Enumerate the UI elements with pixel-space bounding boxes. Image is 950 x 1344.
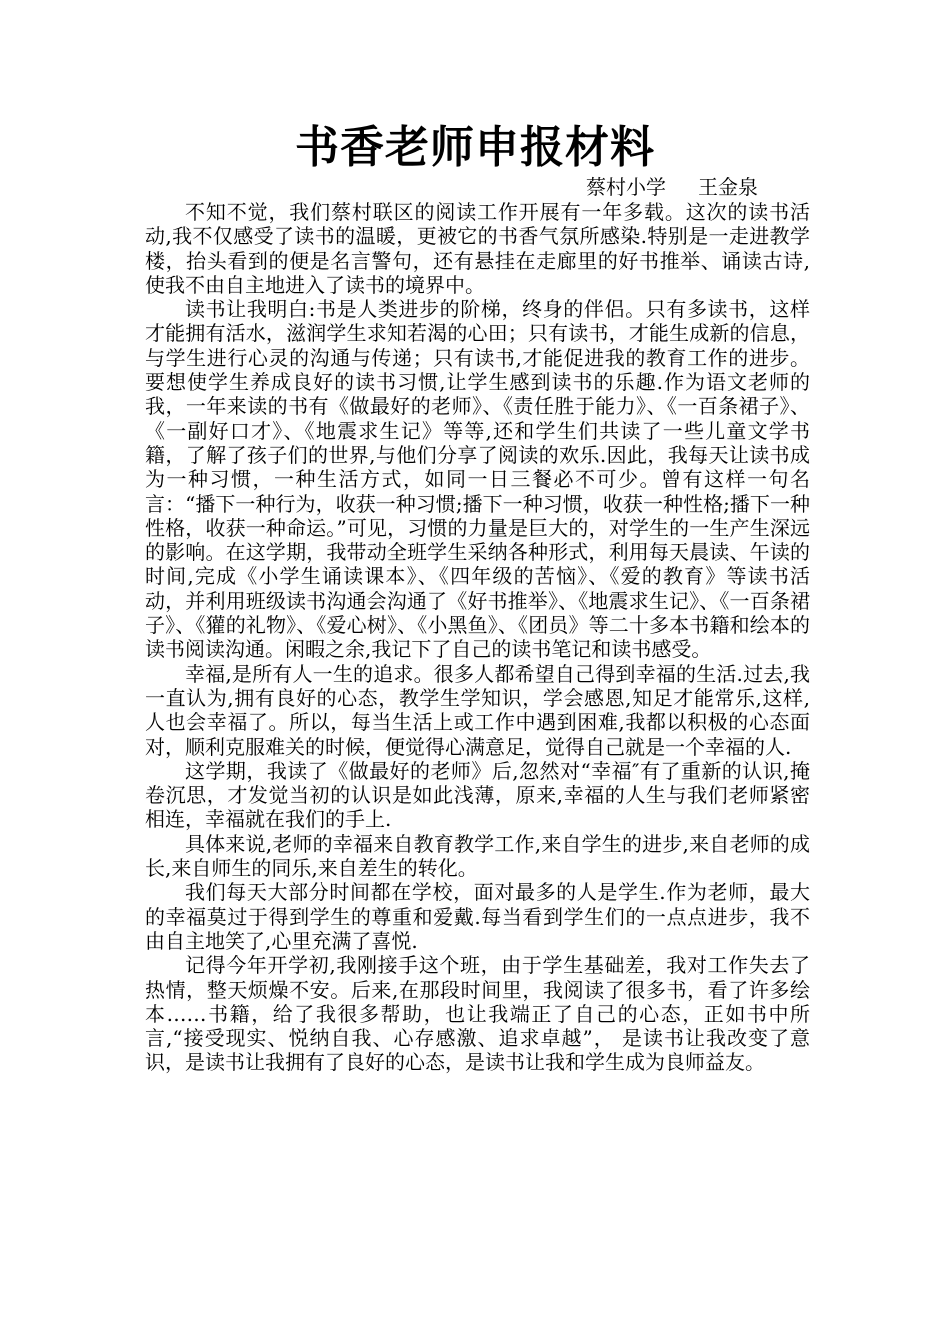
paragraph-7: 记得今年开学初,我刚接手这个班，由于学生基础差，我对工作失去了热情，整天烦燥不安。后来,在那段时间里，我阅读了很多书，看了许多绘本……书籍，给了我很多帮助，也让我端正了自己的心态，正如书中所言,“接受现实、悦纳自我、心存感激、追求卓越”， 是读书让我改变了意识，是读书让我拥有了良好的心态，是读书让我和学生成为良师益友。: [145, 953, 810, 1075]
paragraph-6: 我们每天大部分时间都在学校，面对最多的人是学生.作为老师，最大的幸福莫过于得到学生的尊重和爱戴.每当看到学生们的一点点进步，我不由自主地笑了,心里充满了喜悦.: [145, 880, 810, 953]
paragraph-1: 不知不觉，我们蔡村联区的阅读工作开展有一年多载。这次的读书活动,我不仅感受了读书的温暖，更被它的书香气氛所感染.特别是一走进教学楼，抬头看到的便是名言警句，还有悬挂在走廊里的好书推举、诵读古诗,使我不由自主地进入了读书的境界中。: [145, 200, 810, 297]
byline: [586, 174, 758, 200]
paragraph-2: 读书让我明白:书是人类进步的阶梯，终身的伴侣。只有多读书，这样才能拥有活水，滋润学生求知若渴的心田；只有读书，才能生成新的信息，与学生进行心灵的沟通与传递；只有读书,才能促进我的教育工作的进步。要想使学生养成良好的读书习惯,让学生感到读书的乐趣.作为语文老师的我，一年来读的书有《做最好的老师》、《责任胜于能力》、《一百条裙子》、《一副好口才》、《地震求生记》等等,还和学生们共读了一些儿童文学书籍，了解了孩子们的世界,与他们分享了阅读的欢乐.因此，我每天让读书成为一种习惯，一种生活方式，如同一日三餐必不可少。曾有这样一句名言：“播下一种行为，收获一种习惯;播下一种习惯，收获一种性格;播下一种性格，收获一种命运。”可见，习惯的力量是巨大的，对学生的一生产生深远的影响。在这学期，我带动全班学生采纳各种形式，利用每天晨读、午读的时间,完成《小学生诵读课本》、《四年级的苦恼》、《爱的教育》等读书活动，并利用班级读书沟通会沟通了《好书推举》、《地震求生记》、《一百条裙子》、《獾的礼物》、《爱心树》、《小黑鱼》、《团员》等二十多本书籍和绘本的读书阅读沟通。闲暇之余,我记下了自己的读书笔记和读书感受。: [145, 297, 810, 662]
document-body: [145, 200, 810, 1075]
paragraph-4: 这学期，我读了《做最好的老师》后,忽然对“幸福″有了重新的认识,掩卷沉思，才发觉当初的认识是如此浅薄，原来,幸福的人生与我们老师紧密相连，幸福就在我们的手上.: [145, 758, 810, 832]
paragraph-5: 具体来说,老师的幸福来自教育教学工作,来自学生的进步,来自老师的成长,来自师生的同乐,来自差生的转化。: [145, 831, 810, 881]
paragraph-3: 幸福,是所有人一生的追求。很多人都希望自己得到幸福的生活.过去,我一直认为,拥有良好的心态，教学生学知识，学会感恩,知足才能常乐,这样,人也会幸福了。所以，每当生活上或工作中遇到困难,我都以积极的心态面对，顺利克服难关的时候，便觉得心满意足，觉得自己就是一个幸福的人.: [145, 661, 810, 759]
school-name: 蔡村小学: [586, 175, 666, 199]
author-name: 王金泉: [698, 175, 758, 199]
document-title: 书香老师申报材料: [295, 122, 655, 173]
